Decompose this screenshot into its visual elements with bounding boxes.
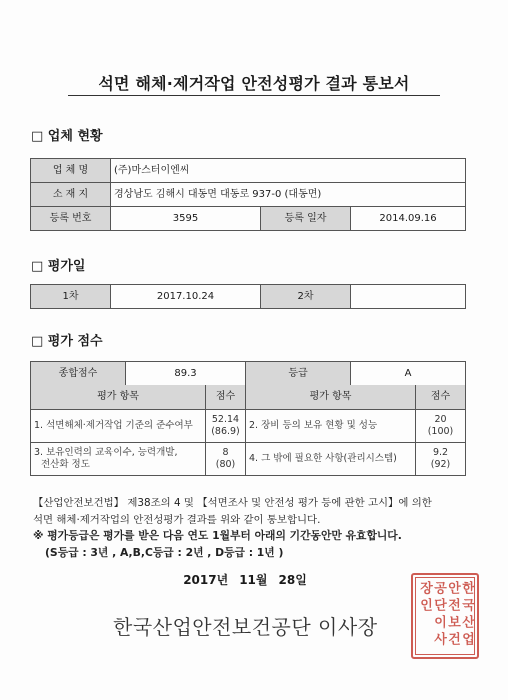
total-score-label: 종합점수 <box>31 362 126 386</box>
score-items-header-row <box>31 385 466 409</box>
score-header-left: 점수 <box>206 385 246 409</box>
registration-number-value: 3595 <box>111 207 261 231</box>
first-evaluation-label: 1차 <box>31 285 111 309</box>
notice-paragraph <box>33 495 473 561</box>
notice-line-2: 석면 해체·제거작업의 안전성평가 결과를 위와 같이 통보합니다. <box>33 513 321 526</box>
evaluation-score-1 <box>206 409 246 442</box>
company-info-table <box>30 158 466 231</box>
evaluation-score-3 <box>206 442 246 475</box>
registration-date-label: 등록 일자 <box>261 207 351 231</box>
second-evaluation-value <box>351 285 466 309</box>
issue-month: 11월 <box>239 573 268 587</box>
company-name-label: 업 체 명 <box>31 159 111 183</box>
evaluation-date-table <box>30 284 466 309</box>
item-header-left: 평가 항목 <box>31 385 206 409</box>
evaluation-item-3: 3. 보유인력의 교육이수, 능력개발, 전산화 정도 <box>31 442 206 475</box>
validity-note: ※ 평가등급은 평가를 받은 다음 연도 1월부터 아래의 기간동안만 유효합니다. <box>33 529 402 542</box>
score-header-right: 점수 <box>416 385 466 409</box>
issuer-name: 한국산업안전보건공단 이사장 <box>113 615 378 639</box>
company-address-value: 경상남도 김해시 대동면 대동로 937-0 (대동면) <box>111 183 466 207</box>
evaluation-item-1: 1. 석면해체·제거작업 기준의 준수여부 <box>31 409 206 442</box>
score-percent: (80) <box>215 458 236 470</box>
total-score-value: 89.3 <box>126 362 246 386</box>
item-header-right: 평가 항목 <box>246 385 416 409</box>
total-score-table <box>30 361 466 386</box>
score-value: 52.14 <box>211 413 240 425</box>
issue-year: 2017년 <box>183 573 229 587</box>
official-seal <box>411 573 479 659</box>
table-row <box>31 442 466 475</box>
company-address-row <box>31 183 466 207</box>
company-registration-row <box>31 207 466 231</box>
score-value: 8 <box>222 446 229 458</box>
validity-periods: (S등급 : 3년 , A,B,C등급 : 2년 , D등급 : 1년 ) <box>45 545 284 559</box>
company-name-value: (주)마스터이엔씨 <box>111 159 466 183</box>
score-value: 9.2 <box>432 446 449 458</box>
title-underline <box>68 95 440 96</box>
score-percent: (100) <box>427 425 454 437</box>
score-value: 20 <box>434 413 447 425</box>
evaluation-score-2 <box>416 409 466 442</box>
total-score-row <box>31 362 466 386</box>
seal-lettering: 한국산업안전보건공단이사장인 <box>417 581 474 649</box>
evaluation-date-heading: □ 평가일 <box>31 259 86 274</box>
registration-date-value: 2014.09.16 <box>351 207 466 231</box>
evaluation-score-4 <box>416 442 466 475</box>
evaluation-item-2: 2. 장비 등의 보유 현황 및 성능 <box>246 409 416 442</box>
score-section-heading: □ 평가 점수 <box>31 334 103 349</box>
document-title: 석면 해체·제거작업 안전성평가 결과 통보서 <box>98 74 410 93</box>
registration-number-label: 등록 번호 <box>31 207 111 231</box>
company-section-heading: □ 업체 현황 <box>31 129 103 144</box>
evaluation-item-4: 4. 그 밖에 필요한 사항(관리시스템) <box>246 442 416 475</box>
score-percent: (86.9) <box>211 425 240 437</box>
company-address-label: 소 재 지 <box>31 183 111 207</box>
table-row <box>31 409 466 442</box>
first-evaluation-value: 2017.10.24 <box>111 285 261 309</box>
grade-label: 등급 <box>246 362 351 386</box>
second-evaluation-label: 2차 <box>261 285 351 309</box>
score-percent: (92) <box>430 458 451 470</box>
score-items-table <box>30 385 466 476</box>
issue-day: 28일 <box>278 573 307 587</box>
company-name-row <box>31 159 466 183</box>
notice-line-1: 【산업안전보건법】 제38조의 4 및 【석면조사 및 안전성 평가 등에 관한 고시】에 의한 <box>33 497 432 509</box>
evaluation-date-row <box>31 285 466 309</box>
grade-value: A <box>351 362 466 386</box>
